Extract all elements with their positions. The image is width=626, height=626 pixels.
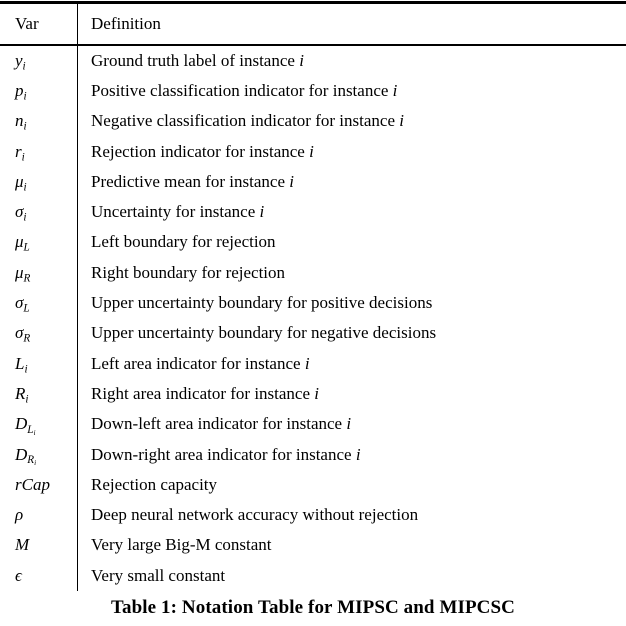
table-row [0,197,626,227]
table-row [0,470,626,500]
var-symbol: $D_{L_i}$ [15,414,36,437]
var-symbol: ρ [15,505,24,525]
table-row [0,227,626,257]
table-row [0,137,626,167]
var-definition: Positive classification indicator for instance i [77,76,626,106]
var-definition: Rejection capacity [77,470,626,500]
var-symbol: $\mu_i$ [15,171,27,194]
var-definition: Right area indicator for instance i [77,379,626,409]
table-row [0,46,626,76]
var-symbol: $\sigma_R$ [15,323,31,345]
var-symbol: $\sigma_i$ [15,202,27,224]
table-row [0,167,626,197]
table-row [0,106,626,136]
var-symbol: ϵ [15,565,22,585]
var-definition: Left area indicator for instance i [77,349,626,379]
var-definition: Upper uncertainty boundary for negative decisions [77,318,626,348]
var-definition: Upper uncertainty boundary for positive decisions [77,288,626,318]
var-symbol: $L_i$ [15,353,28,376]
table-row [0,76,626,106]
table-row [0,409,626,439]
var-symbol: $y_i$ [15,50,26,73]
table-caption: Table 1: Notation Table for MIPSC and MIPCSC [111,597,515,619]
var-definition: Very small constant [77,561,626,591]
var-symbol: M [15,535,30,555]
table-body [0,46,626,591]
var-definition: Uncertainty for instance i [77,197,626,227]
table-row [0,258,626,288]
var-symbol: $\mu_L$ [15,232,30,254]
table-row [0,288,626,318]
var-symbol: $\sigma_L$ [15,293,30,315]
var-definition: Predictive mean for instance i [77,167,626,197]
var-definition: Down-right area indicator for instance i [77,440,626,470]
var-symbol: $r_i$ [15,141,25,163]
var-symbol: $p_i$ [15,80,27,103]
var-definition: Deep neural network accuracy without rejection [77,500,626,530]
table-row [0,440,626,470]
table-row [0,500,626,530]
var-symbol: $n_i$ [15,111,27,133]
var-definition: Negative classification indicator for instance i [77,106,626,136]
var-symbol: $R_i$ [15,383,29,406]
table-row [0,530,626,560]
var-definition: Ground truth label of instance i [77,46,626,76]
var-definition: Right boundary for rejection [77,258,626,288]
column-header-definition: Definition [77,4,626,44]
table-row [0,318,626,348]
var-definition: Very large Big-M constant [77,530,626,560]
var-symbol: $D_{R_i}$ [15,444,37,468]
table-row [0,561,626,591]
table-header-row [0,4,626,44]
column-header-var: Var [15,13,39,33]
var-definition: Rejection indicator for instance i [77,137,626,167]
var-symbol: rCap [15,474,50,494]
var-definition: Down-left area indicator for instance i [77,409,626,439]
var-symbol: $\mu_R$ [15,262,31,285]
var-definition: Left boundary for rejection [77,227,626,257]
table-row [0,379,626,409]
table-row [0,349,626,379]
